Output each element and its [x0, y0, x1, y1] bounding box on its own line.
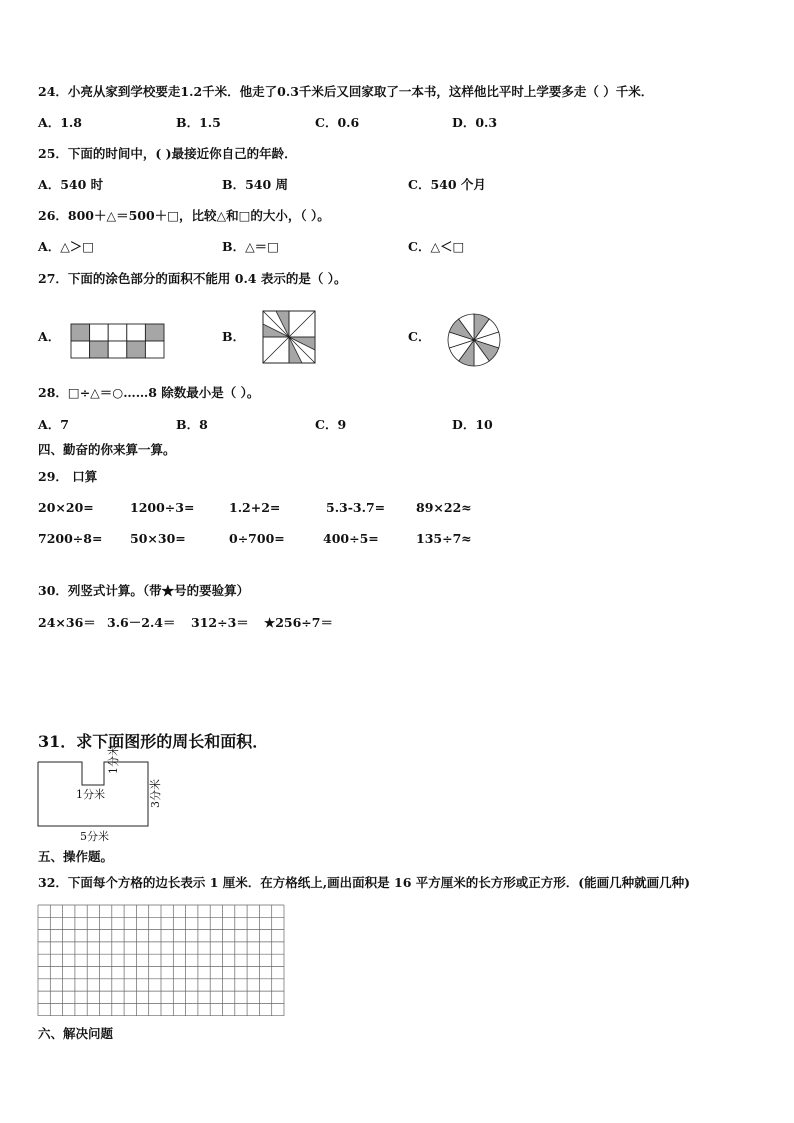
q27-a-cell [71, 324, 90, 341]
q27-option-a[interactable]: A． [38, 329, 61, 344]
q27-figure-b [262, 310, 318, 366]
q30-item-4: ★256÷7＝ [264, 615, 333, 630]
q27-a-cell [90, 324, 109, 341]
q27-a-cell [127, 341, 146, 358]
q26-stem: 26．800＋△＝500＋□，比较△和□的大小，（ ）。 [38, 208, 330, 223]
q26-option-b[interactable]: B．△＝□ [222, 239, 279, 254]
q28-option-a[interactable]: A．7 [38, 417, 69, 432]
section-4-heading: 四、勤奋的你来算一算。 [38, 442, 176, 457]
q29-r1-c4: 5.3-3.7= [326, 500, 386, 515]
q27-a-cell [145, 324, 164, 341]
q32-stem: 32．下面每个方格的边长表示 1 厘米．在方格纸上,画出面积是 16 平方厘米的长方形或正方形．(能画几种就画几种) [38, 875, 691, 890]
q29-r2-c3: 0÷700= [229, 531, 285, 546]
q29-r1-c3: 1.2+2= [229, 500, 281, 515]
q24-option-a[interactable]: A．1.8 [38, 115, 82, 130]
q28-option-b[interactable]: B．8 [176, 417, 208, 432]
q27-a-cell [90, 341, 109, 358]
q27-stem: 27．下面的涂色部分的面积不能用 0.4 表示的是（ ）。 [38, 271, 347, 286]
q28-stem: 28．□÷△＝○……8 除数最小是（ ）。 [38, 385, 260, 400]
q29-stem: 29． 口算 [38, 469, 98, 484]
q24-option-c[interactable]: C．0.6 [315, 115, 360, 130]
q27-a-cell [71, 341, 90, 358]
q29-r2-c5: 135÷7≈ [416, 531, 472, 546]
q30-item-2: 3.6－2.4＝ [107, 615, 176, 630]
q31-stem: 31．求下面图形的周长和面积． [38, 732, 269, 751]
q29-r2-c1: 7200÷8= [38, 531, 103, 546]
q27-a-cell [127, 324, 146, 341]
q26-option-a[interactable]: A．△＞□ [38, 239, 95, 254]
q27-a-cell [108, 324, 127, 341]
q31-label-height: 3分米 [149, 779, 162, 808]
q25-stem: 25．下面的时间中，( )最接近你自己的年龄． [38, 146, 297, 161]
q29-r2-c2: 50×30= [130, 531, 186, 546]
q30-item-1: 24×36＝ [38, 615, 96, 630]
q30-item-3: 312÷3＝ [191, 615, 249, 630]
q29-r2-c4: 400÷5= [323, 531, 379, 546]
section-5-heading: 五、操作题。 [38, 849, 114, 864]
q27-figure-c [446, 312, 502, 368]
q32-grid-paper[interactable] [37, 904, 287, 1016]
q27-a-cell [145, 341, 164, 358]
q29-r1-c2: 1200÷3= [130, 500, 195, 515]
q27-figure-a [70, 323, 166, 361]
q28-option-c[interactable]: C．9 [315, 417, 347, 432]
q29-r1-c5: 89×22≈ [416, 500, 472, 515]
q27-a-cell [108, 341, 127, 358]
q24-option-b[interactable]: B．1.5 [176, 115, 221, 130]
section-6-heading: 六、解决问题 [38, 1026, 114, 1041]
q28-option-d[interactable]: D．10 [452, 417, 493, 432]
q26-option-c[interactable]: C．△＜□ [408, 239, 465, 254]
q24-stem: 24．小亮从家到学校要走1.2千米．他走了0.3千米后又回家取了一本书，这样他比平时上学要多走（ ）千米． [38, 84, 654, 99]
q27-option-c[interactable]: C． [408, 329, 431, 344]
q27-option-b[interactable]: B． [222, 329, 246, 344]
q25-option-c[interactable]: C．540 个月 [408, 177, 486, 192]
q25-option-b[interactable]: B．540 周 [222, 177, 289, 192]
q31-label-notch-width: 1分米 [76, 788, 105, 801]
q25-option-a[interactable]: A．540 时 [38, 177, 104, 192]
q29-r1-c1: 20×20= [38, 500, 94, 515]
q24-option-d[interactable]: D．0.3 [452, 115, 498, 130]
q30-stem: 30．列竖式计算。（带★号的要验算） [38, 583, 250, 598]
q31-label-width: 5分米 [80, 830, 109, 843]
q31-label-notch-depth: 1分米 [107, 745, 120, 774]
